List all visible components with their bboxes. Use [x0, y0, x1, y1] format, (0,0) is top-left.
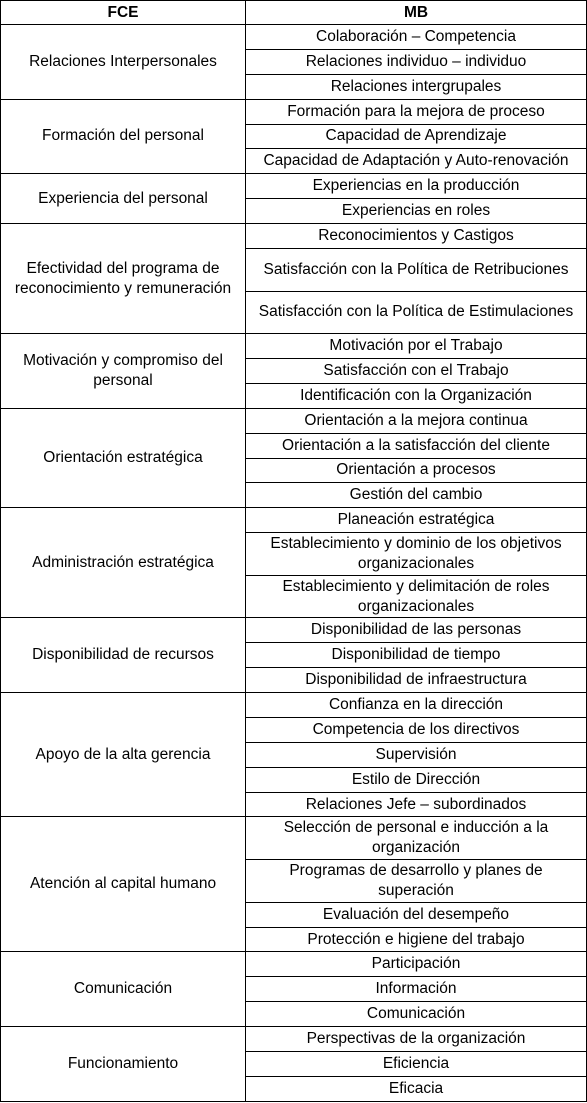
- table-row: [1, 408, 587, 433]
- fce-cell: Orientación estratégica: [1, 408, 246, 508]
- mb-cell: Orientación a la mejora continua: [246, 408, 587, 433]
- mb-cell: Satisfacción con el Trabajo: [246, 359, 587, 384]
- table-row: [1, 1027, 587, 1052]
- fce-cell: Efectividad del programa de reconocimiento y remuneración: [1, 224, 246, 334]
- fce-cell: Comunicación: [1, 952, 246, 1027]
- fce-cell: Atención al capital humano: [1, 817, 246, 952]
- mb-cell: Disponibilidad de las personas: [246, 618, 587, 643]
- mb-cell: Disponibilidad de tiempo: [246, 643, 587, 668]
- mb-cell: Establecimiento y delimitación de roles organizacionales: [246, 575, 587, 618]
- table-row: [1, 952, 587, 977]
- mb-cell: Relaciones Jefe – subordinados: [246, 792, 587, 817]
- mb-cell: Eficiencia: [246, 1051, 587, 1076]
- mb-cell: Motivación por el Trabajo: [246, 334, 587, 359]
- mb-cell: Orientación a la satisfacción del cliente: [246, 433, 587, 458]
- mb-cell: Capacidad de Aprendizaje: [246, 124, 587, 149]
- mb-cell: Estilo de Dirección: [246, 767, 587, 792]
- mb-cell: Evaluación del desempeño: [246, 902, 587, 927]
- mb-cell: Experiencias en roles: [246, 199, 587, 224]
- mb-cell: Eficacia: [246, 1076, 587, 1101]
- table-row: [1, 174, 587, 199]
- mb-cell: Establecimiento y dominio de los objetivos organizacionales: [246, 533, 587, 576]
- mb-cell: Formación para la mejora de proceso: [246, 99, 587, 124]
- mb-cell: Competencia de los directivos: [246, 717, 587, 742]
- fce-cell: Motivación y compromiso del personal: [1, 334, 246, 409]
- table-row: [1, 224, 587, 249]
- mb-cell: Perspectivas de la organización: [246, 1027, 587, 1052]
- table-row: [1, 25, 587, 50]
- mb-cell: Participación: [246, 952, 587, 977]
- table-body: [1, 25, 587, 1102]
- mb-cell: Información: [246, 977, 587, 1002]
- fce-cell: Experiencia del personal: [1, 174, 246, 224]
- fce-cell: Disponibilidad de recursos: [1, 618, 246, 693]
- mb-cell: Satisfacción con la Política de Estimulaciones: [246, 291, 587, 334]
- fce-cell: Funcionamiento: [1, 1027, 246, 1102]
- header-row: [1, 1, 587, 25]
- mb-cell: Capacidad de Adaptación y Auto-renovación: [246, 149, 587, 174]
- mb-cell: Colaboración – Competencia: [246, 25, 587, 50]
- table-row: [1, 618, 587, 643]
- mb-cell: Relaciones intergrupales: [246, 74, 587, 99]
- mb-cell: Relaciones individuo – individuo: [246, 49, 587, 74]
- table-row: [1, 508, 587, 533]
- mb-cell: Programas de desarrollo y planes de superación: [246, 860, 587, 903]
- mb-cell: Gestión del cambio: [246, 483, 587, 508]
- mb-cell: Selección de personal e inducción a la organización: [246, 817, 587, 860]
- mb-cell: Disponibilidad de infraestructura: [246, 668, 587, 693]
- table-row: [1, 693, 587, 718]
- mb-cell: Supervisión: [246, 742, 587, 767]
- mb-cell: Satisfacción con la Política de Retribuciones: [246, 248, 587, 291]
- mb-cell: Orientación a procesos: [246, 458, 587, 483]
- header-mb: MB: [246, 1, 587, 25]
- header-fce: FCE: [1, 1, 246, 25]
- fce-cell: Formación del personal: [1, 99, 246, 174]
- mb-cell: Protección e higiene del trabajo: [246, 927, 587, 952]
- mb-cell: Reconocimientos y Castigos: [246, 224, 587, 249]
- fce-cell: Relaciones Interpersonales: [1, 25, 246, 100]
- mb-cell: Comunicación: [246, 1002, 587, 1027]
- mb-cell: Identificación con la Organización: [246, 383, 587, 408]
- fce-cell: Apoyo de la alta gerencia: [1, 693, 246, 817]
- fce-cell: Administración estratégica: [1, 508, 246, 618]
- mb-cell: Confianza en la dirección: [246, 693, 587, 718]
- mb-cell: Planeación estratégica: [246, 508, 587, 533]
- table-row: [1, 817, 587, 860]
- table-row: [1, 99, 587, 124]
- table-row: [1, 334, 587, 359]
- mb-cell: Experiencias en la producción: [246, 174, 587, 199]
